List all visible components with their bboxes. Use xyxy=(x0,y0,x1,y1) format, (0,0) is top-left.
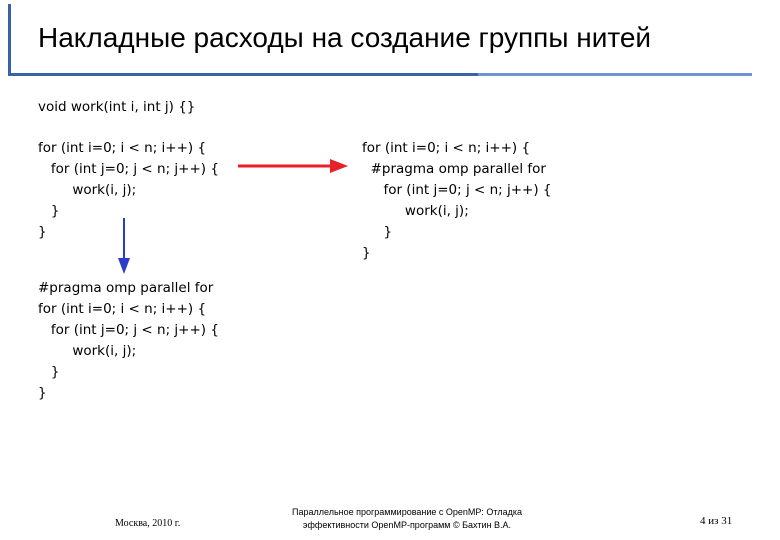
arrow-down-icon xyxy=(116,218,132,274)
function-signature: void work(int i, int j) {} xyxy=(38,99,196,115)
code-block-outer-parallel: #pragma omp parallel for for (int i=0; i < n; i++) { for (int j=0; j < n; j++) { work(i, j); } } xyxy=(38,280,219,401)
title-accent-bar-horizontal xyxy=(8,73,478,76)
code-block-original: for (int i=0; i < n; i++) { for (int j=0; j < n; j++) { work(i, j); } } xyxy=(38,140,219,240)
title-accent-bar-horizontal-light xyxy=(478,73,752,76)
footer-course-line-1: Параллельное программирование с OpenMP: Отладка xyxy=(292,507,522,517)
footer-course-info xyxy=(262,506,552,532)
footer-course-line-2: эффективности OpenMP-программ © Бахтин В.А. xyxy=(302,520,512,530)
slide-title: Накладные расходы на создание группы нитей xyxy=(38,22,652,53)
arrow-right-icon xyxy=(238,158,348,174)
title-accent-bar-vertical xyxy=(8,4,11,76)
footer-location: Москва, 2010 г. xyxy=(115,518,181,529)
code-block-inner-parallel: for (int i=0; i < n; i++) { #pragma omp parallel for for (int j=0; j < n; j++) { work(i, j); } } xyxy=(362,140,552,261)
footer-page-number: 4 из 31 xyxy=(700,515,733,527)
